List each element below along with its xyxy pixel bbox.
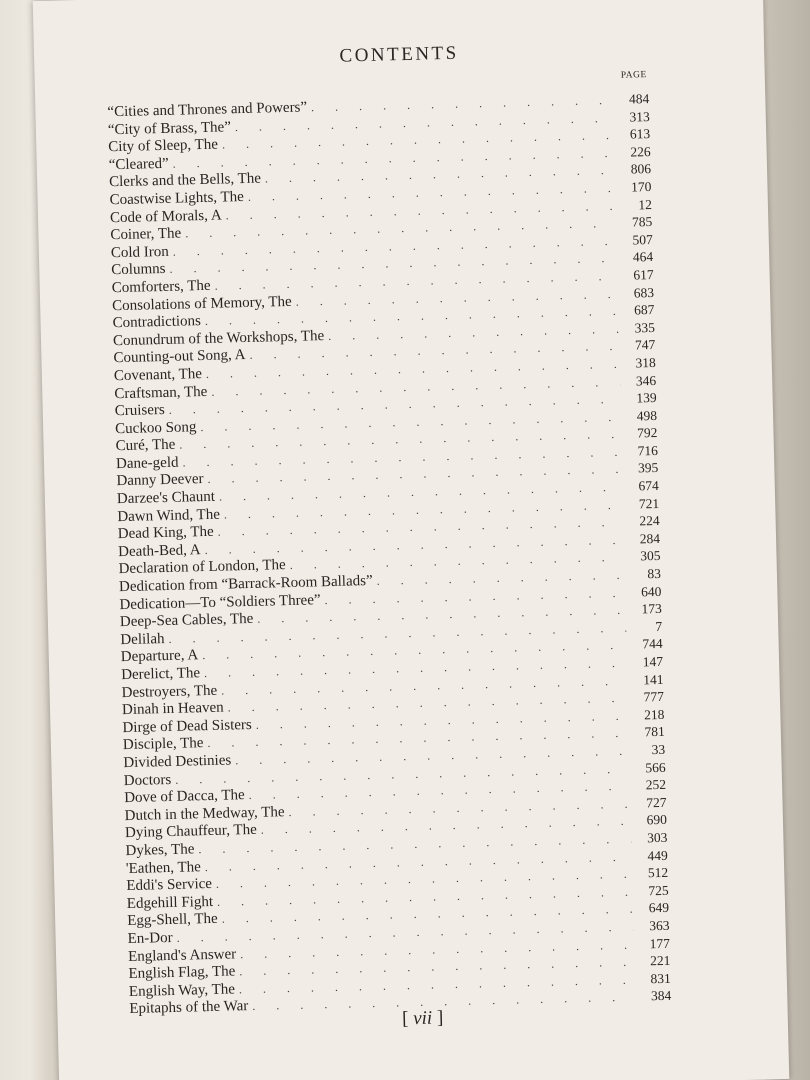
entry-title: Cuckoo Song bbox=[115, 418, 197, 437]
entry-page-number: 781 bbox=[644, 724, 665, 740]
entry-page-number: 507 bbox=[632, 231, 653, 248]
entry-page-number: 305 bbox=[640, 548, 661, 564]
entry-title: Clerks and the Bells, The bbox=[108, 170, 262, 191]
entry-title: Curé, The bbox=[115, 437, 176, 455]
entry-title: Epitaphs of the War bbox=[129, 998, 249, 1018]
entry-page-number: 744 bbox=[642, 636, 663, 652]
entry-title: Departure, A bbox=[120, 647, 199, 666]
entry-title: Cruisers bbox=[114, 402, 165, 420]
entry-page-number: 806 bbox=[630, 161, 652, 177]
entry-page-number: 147 bbox=[642, 653, 664, 670]
entry-page-number: 690 bbox=[646, 812, 668, 828]
entry-page-number: 170 bbox=[631, 178, 652, 195]
entry-title: City of Sleep, The bbox=[108, 136, 219, 156]
entry-page-number: 464 bbox=[632, 249, 654, 265]
folio-close-bracket: ] bbox=[436, 1007, 444, 1029]
entry-page-number: 313 bbox=[629, 108, 650, 125]
entry-page-number: 640 bbox=[640, 583, 662, 600]
entry-page-number: 33 bbox=[651, 741, 666, 758]
page-column-heading: PAGE bbox=[620, 70, 647, 81]
entry-title: Columns bbox=[111, 261, 166, 279]
entry-page-number: 747 bbox=[634, 337, 656, 353]
entry-title: Dawn Wind, The bbox=[117, 506, 221, 525]
entry-title: Edgehill Fight bbox=[126, 893, 214, 912]
entry-title: “Cities and Thrones and Powers” bbox=[107, 99, 308, 121]
entry-page-number: 484 bbox=[628, 91, 650, 107]
entry-title: Destroyers, The bbox=[121, 682, 218, 701]
entry-page-number: 218 bbox=[643, 706, 665, 723]
entry-title: Dirge of Dead Sisters bbox=[122, 716, 252, 736]
entry-page-number: 7 bbox=[655, 618, 663, 634]
entry-title: Eddi's Service bbox=[126, 876, 213, 895]
entry-page-number: 346 bbox=[635, 372, 657, 388]
entry-title: Darzee's Chaunt bbox=[116, 488, 216, 508]
entry-page-number: 252 bbox=[645, 777, 667, 793]
entry-page-number: 221 bbox=[649, 952, 671, 969]
entry-page-number: 792 bbox=[637, 425, 658, 441]
entry-page-number: 226 bbox=[630, 143, 651, 160]
entry-title: Consolations of Memory, The bbox=[111, 293, 292, 314]
entry-title: Dane-geld bbox=[115, 454, 179, 473]
entry-page-number: 83 bbox=[647, 565, 662, 582]
entry-page-number: 725 bbox=[648, 882, 669, 899]
entry-title: Declaration of London, The bbox=[118, 557, 286, 578]
entry-page-number: 363 bbox=[649, 917, 670, 934]
entry-title: Danny Deever bbox=[116, 471, 204, 490]
entry-title: Derelict, The bbox=[121, 665, 201, 684]
entry-title: Dove of Dacca, The bbox=[124, 787, 245, 807]
entry-title: Conundrum of the Workshops, The bbox=[112, 327, 325, 349]
entry-title: Disciple, The bbox=[122, 735, 204, 754]
entry-page-number: 716 bbox=[637, 442, 659, 459]
entry-title: English Way, The bbox=[128, 981, 236, 1000]
entry-page-number: 177 bbox=[649, 935, 671, 951]
entry-title: Contradictions bbox=[112, 313, 202, 332]
entry-title: Cold Iron bbox=[110, 243, 169, 261]
entry-title: Coiner, The bbox=[110, 225, 182, 244]
entry-page-number: 335 bbox=[634, 319, 656, 336]
entry-page-number: 12 bbox=[638, 196, 653, 212]
entry-title: Dead King, The bbox=[117, 524, 214, 543]
entry-title: English Flag, The bbox=[128, 963, 236, 983]
folio-open-bracket: [ bbox=[401, 1008, 409, 1030]
entry-title: Counting-out Song, A bbox=[113, 347, 246, 367]
entry-page-number: 777 bbox=[643, 689, 665, 705]
entry-title: Divided Destinies bbox=[123, 752, 232, 772]
entry-page-number: 721 bbox=[638, 495, 660, 512]
entry-title: Dying Chauffeur, The bbox=[124, 822, 257, 842]
entry-page-number: 498 bbox=[636, 407, 658, 424]
entry-page-number: 674 bbox=[638, 477, 659, 494]
entry-page-number: 613 bbox=[629, 126, 651, 142]
entry-page-number: 284 bbox=[639, 530, 661, 547]
entry-title: Death-Bed, A bbox=[118, 541, 201, 560]
entry-page-number: 449 bbox=[647, 847, 668, 863]
contents-list bbox=[107, 90, 671, 1018]
entry-title: Comforters, The bbox=[111, 277, 211, 297]
entry-title: Dinah in Heaven bbox=[121, 699, 224, 719]
entry-title: Craftsman, The bbox=[114, 383, 208, 402]
folio-numeral: vii bbox=[412, 1007, 433, 1030]
entry-page-number: 683 bbox=[633, 284, 655, 301]
contents-page bbox=[33, 0, 790, 1080]
entry-page-number: 831 bbox=[650, 970, 671, 986]
entry-title: Egg-Shell, The bbox=[127, 911, 218, 930]
entry-title: “Cleared” bbox=[108, 155, 169, 174]
entry-title: 'Eathen, The bbox=[125, 858, 202, 877]
entry-title: Dykes, The bbox=[125, 841, 195, 860]
entry-title: Doctors bbox=[123, 771, 172, 789]
entry-title: Dutch in the Medway, The bbox=[124, 803, 285, 824]
entry-title: Dedication from “Barrack-Room Ballads” bbox=[118, 572, 373, 596]
entry-title: En-Dor bbox=[127, 929, 173, 947]
entry-page-number: 727 bbox=[646, 794, 667, 811]
page-title: CONTENTS bbox=[339, 42, 459, 67]
entry-page-number: 395 bbox=[637, 460, 659, 476]
entry-page-number: 384 bbox=[650, 988, 672, 1004]
entry-page-number: 785 bbox=[631, 214, 653, 230]
entry-page-number: 224 bbox=[639, 513, 660, 529]
entry-title: Delilah bbox=[120, 630, 165, 648]
entry-title: Dedication—To “Soldiers Three” bbox=[119, 591, 321, 613]
entry-page-number: 141 bbox=[643, 671, 664, 687]
entry-page-number: 303 bbox=[646, 829, 668, 846]
entry-page-number: 512 bbox=[647, 864, 669, 881]
entry-title: Deep-Sea Cables, The bbox=[119, 611, 254, 631]
entry-title: Code of Morals, A bbox=[109, 207, 222, 226]
entry-page-number: 139 bbox=[636, 390, 657, 406]
entry-page-number: 649 bbox=[648, 900, 670, 916]
entry-title: England's Answer bbox=[127, 945, 237, 965]
entry-title: Covenant, The bbox=[113, 365, 203, 385]
entry-title: Coastwise Lights, The bbox=[109, 188, 245, 209]
entry-title: “City of Brass, The” bbox=[107, 118, 232, 138]
entry-page-number: 687 bbox=[634, 302, 655, 318]
entry-page-number: 566 bbox=[645, 759, 666, 775]
entry-page-number: 318 bbox=[635, 354, 656, 371]
entry-page-number: 173 bbox=[641, 601, 662, 617]
entry-page-number: 617 bbox=[633, 266, 654, 283]
